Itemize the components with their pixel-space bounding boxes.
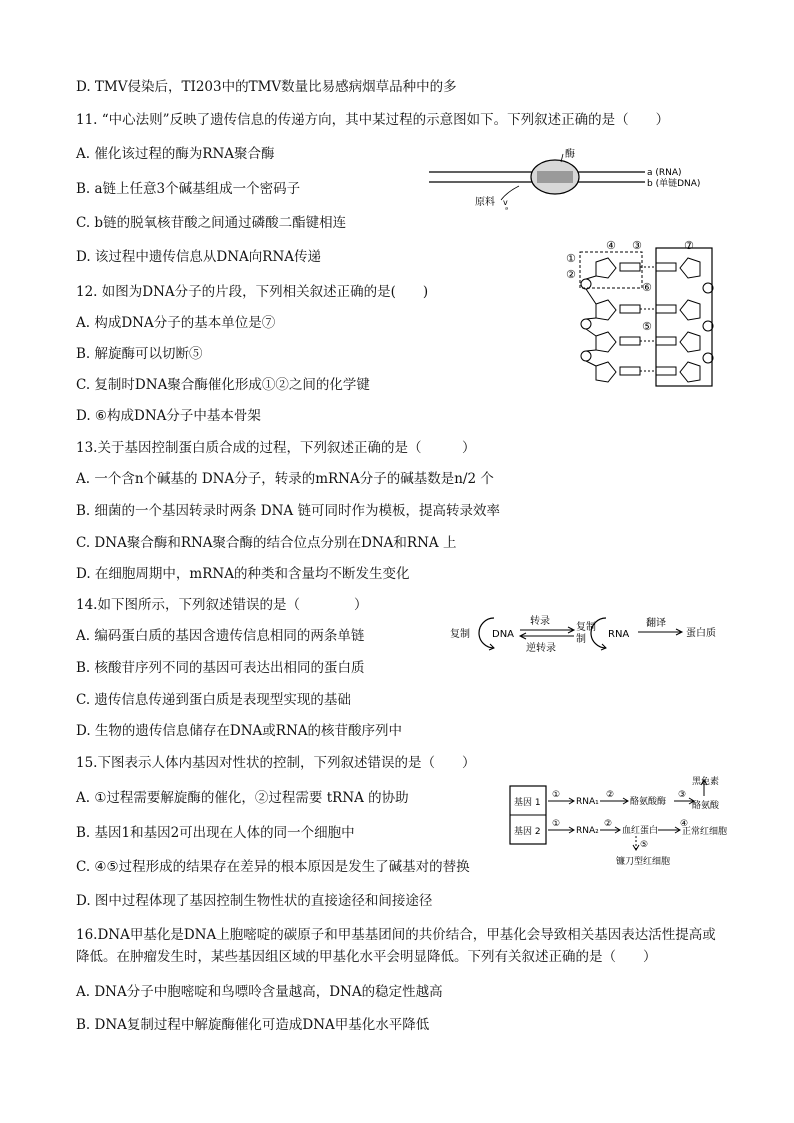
q14-option-d: D. 生物的遗传信息储存在DNA或RNA的核苷酸序列中: [76, 723, 403, 739]
circle-1a: ①: [552, 790, 561, 800]
figure-dna-fragment: [562, 238, 722, 388]
label-3: ③: [632, 239, 642, 252]
q11-option-a: A. 催化该过程的酶为RNA聚合酶: [76, 146, 275, 162]
q13-option-c: C. DNA聚合酶和RNA聚合酶的结合位点分别在DNA和RNA 上: [76, 535, 457, 551]
question-16: 16.DNA甲基化是DNA上胞嘧啶的碳原子和甲基基团间的共价结合，甲基化会导致相关基因表达活性提高或降低。在肿瘤发生时，某些基因组区域的甲基化水平会明显降低。下列有关叙述正确的是（ ）: [76, 927, 716, 965]
label-6: ⑥: [642, 281, 652, 294]
enzyme-label: 酶: [565, 149, 575, 160]
svg-text:ᵃ: ᵃ: [505, 205, 509, 214]
normal-rbc-label: 正常红细胞: [682, 827, 728, 837]
label-5: ⑤: [642, 320, 652, 333]
svg-text:v: v: [503, 198, 508, 207]
q16-option-b: B. DNA复制过程中解旋酶催化可造成DNA甲基化水平降低: [76, 1017, 430, 1033]
q12-option-a: A. 构成DNA分子的基本单位是⑦: [76, 315, 276, 331]
question-14: 14.如下图所示，下列叙述错误的是（ ）: [76, 597, 368, 613]
circle-5: ⑤: [640, 840, 649, 850]
hemoglobin-label: 血红蛋白: [622, 826, 659, 836]
sickle-rbc-label: 镰刀型红细胞: [616, 857, 671, 867]
figure-central-dogma: [446, 608, 736, 658]
q14-option-b: B. 核酸苷序列不同的基因可表达出相同的蛋白质: [76, 660, 365, 676]
tyrosinase-label: 酪氨酸酶: [630, 797, 667, 807]
replicate-label: 复制: [450, 629, 470, 640]
circle-2a: ②: [606, 790, 615, 800]
q15-option-c: C. ④⑤过程形成的结果存在差异的根本原因是发生了碱基对的替换: [76, 859, 470, 875]
question-12: 12. 如图为DNA分子的片段，下列相关叙述正确的是( ): [76, 284, 429, 300]
rna-node: RNA: [608, 629, 630, 640]
protein-node: 蛋白质: [686, 628, 716, 639]
circle-1b: ①: [552, 819, 561, 829]
rna1-label: RNA₁: [576, 797, 599, 807]
circle-3: ③: [678, 790, 687, 800]
circle-4: ④: [680, 819, 689, 829]
q11-option-d: D. 该过程中遗传信息从DNA向RNA传递: [76, 249, 322, 265]
circle-2b: ②: [604, 819, 613, 829]
reverse-label: 逆转录: [526, 643, 556, 654]
q13-option-d: D. 在细胞周期中，mRNA的种类和含量均不断发生变化: [76, 566, 410, 582]
melanin-label: 黑色素: [692, 777, 720, 787]
rna2-label: RNA₂: [576, 826, 599, 836]
label-7: ⑦: [684, 239, 694, 252]
transcribe-label: 转录: [530, 616, 550, 627]
q15-option-a: A. ①过程需要解旋酶的催化，②过程需要 tRNA 的协助: [76, 790, 409, 806]
svg-text:制: 制: [576, 634, 586, 645]
q12-option-d: D. ⑥构成DNA分子中基本骨架: [76, 408, 261, 424]
q13-option-a: A. 一个含n个碱基的 DNA分子，转录的mRNA分子的碱基数是n/2 个: [76, 471, 494, 487]
dna-node: DNA: [492, 629, 515, 640]
gene2-label: 基因 2: [514, 827, 541, 837]
q14-option-c: C. 遗传信息传递到蛋白质是表现型实现的基础: [76, 692, 351, 708]
question-13: 13.关于基因控制蛋白质合成的过程，下列叙述正确的是（ ）: [76, 440, 476, 456]
strand-a-label: a (RNA): [647, 168, 682, 178]
label-2: ②: [566, 268, 576, 281]
q11-option-c: C. b链的脱氧核苷酸之间通过磷酸二酯键相连: [76, 215, 347, 231]
q12-option-c: C. 复制时DNA聚合酶催化形成①②之间的化学键: [76, 377, 370, 393]
label-4: ④: [606, 239, 616, 252]
material-label: 原料: [475, 197, 495, 208]
tyrosine-label: 酪氨酸: [692, 801, 720, 811]
q15-option-d: D. 图中过程体现了基因控制生物性状的直接途径和间接途径: [76, 893, 433, 909]
q13-option-b: B. 细菌的一个基因转录时两条 DNA 链可同时作为模板，提高转录效率: [76, 503, 500, 519]
strand-b-label: b (单链DNA): [647, 179, 701, 189]
gene1-label: 基因 1: [514, 798, 541, 808]
q15-option-b: B. 基因1和基因2可出现在人体的同一个细胞中: [76, 825, 355, 841]
translate-label: 翻译: [646, 618, 666, 629]
q16-option-a: A. DNA分子中胞嘧啶和鸟嘌呤含量越高，DNA的稳定性越高: [76, 984, 443, 1000]
figure-transcription: [425, 140, 725, 215]
q14-option-a: A. 编码蛋白质的基因含遗传信息相同的两条单链: [76, 628, 365, 644]
figure-gene-control: [508, 772, 748, 872]
replicate2-label: 复制: [576, 622, 596, 633]
q12-option-b: B. 解旋酶可以切断⑤: [76, 346, 203, 362]
question-15: 15.下图表示人体内基因对性状的控制，下列叙述错误的是（ ）: [76, 755, 476, 771]
question-11: 11. “中心法则”反映了遗传信息的传递方向，其中某过程的示意图如下。下列叙述正确的是（ ）: [76, 112, 670, 128]
option-d-prev: D. TMV侵染后，TI203中的TMV数量比易感病烟草品种中的多: [76, 79, 457, 95]
q11-option-b: B. a链上任意3个碱基组成一个密码子: [76, 181, 301, 197]
label-1: ①: [566, 252, 576, 265]
